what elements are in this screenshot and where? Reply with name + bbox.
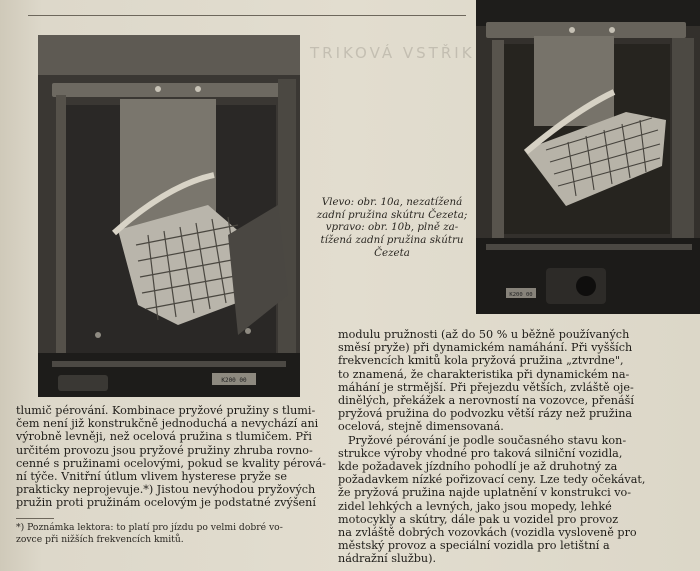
caption-line: Vlevo: obr. 10a, nezatížená — [321, 196, 463, 208]
text-line: modulu pružnosti (až do 50 % u běžně používaných — [338, 328, 630, 341]
top-rule — [28, 15, 466, 16]
footnote-rule — [16, 518, 54, 519]
text-line: prakticky neprojevuje.*) Jistou nevýhodou pryžových — [16, 483, 316, 497]
text-line: frekvencích kmitů kola pryžová pružina „ztvrdne", — [338, 354, 624, 368]
photo-unloaded-spring-illustration — [38, 35, 300, 397]
text-line: určitém provozu jsou pryžové pružiny zhruba rovno- — [16, 443, 313, 457]
photo-unloaded-spring — [38, 35, 300, 397]
photo-loaded-spring-illustration — [476, 0, 700, 314]
text-line: ocelová, stejně dimensovaná. — [338, 420, 504, 434]
text-line: pružin proti pružinám ocelovým je podstatné zvýšení — [16, 496, 316, 510]
caption-line: vpravo: obr. 10b, plně za- — [325, 221, 459, 234]
text-line: strukce výroby vhodné pro taková silniční vozidla, — [338, 446, 623, 460]
text-line: zidel lehkých a levných, jako jsou mopedy, lehké — [338, 499, 612, 513]
text-line: výrobně levněji, než ocelová pružina s tlumičem. Při — [16, 430, 312, 444]
footnote-line: zovce při nižších frekvencích kmitů. — [16, 533, 184, 545]
text-line: cenné s pružinami ocelovými, pokud se kvality pérová- — [16, 456, 326, 470]
text-line: pryžová pružina do podvozku větší rázy než pružina — [338, 407, 633, 421]
left-text-column — [16, 404, 332, 510]
text-line: požadavkem nízké pořizovací ceny. Lze tedy očekávat, — [338, 473, 646, 487]
text-line: tlumič pérování. Kombinace pryžové pružiny s tlumi- — [16, 404, 316, 417]
footnote-line: *) Poznámka lektora: to platí pro jízdu po velmi dobré vo- — [16, 522, 283, 533]
text-line: motocykly a skútry, dále pak u vozidel pro provoz — [338, 512, 619, 526]
text-line: kde požadavek jízdního pohodlí je až druhotný za — [338, 460, 618, 474]
right-plate-label: K200 00 — [509, 292, 533, 298]
text-line: čem není již konstrukčně jednoduchá a nevychází ani — [16, 417, 319, 431]
caption-line: zadní pružina skútru Čezeta; — [316, 208, 468, 221]
footnote — [16, 522, 334, 545]
figure-caption — [313, 196, 471, 260]
photo-loaded-spring — [476, 0, 700, 314]
right-text-column — [338, 328, 672, 566]
text-line: že pryžová pružina najde uplatnění v konstrukci vo- — [338, 486, 632, 500]
text-line: Pryžové pérování je podle současného stavu kon- — [348, 433, 627, 447]
caption-line: tížená zadní pružina skútru — [320, 234, 464, 247]
text-line: směsí pryže) při dynamickém namáhání. Při vyšších — [338, 341, 633, 355]
text-line: to znamená, že charakteristika při dynamickém na- — [338, 367, 630, 381]
left-plate-label: K200 00 — [221, 377, 247, 384]
caption-line: Čezeta — [374, 246, 410, 259]
text-line: nádražní službu). — [338, 552, 436, 566]
text-line: máhání je strmější. Při přejezdu větších, zvláště oje- — [338, 380, 634, 394]
text-line: ní týče. Vnitřní útlum vlivem hysterese pryže se — [16, 470, 287, 484]
text-line: dinělých, překážek a nerovností na vozovce, přenáší — [338, 394, 635, 408]
text-line: městský provoz a speciální vozidla pro letištní a — [338, 539, 610, 553]
text-line: na zvláště dobrých vozovkách (vozidla vysloveně pro — [338, 526, 637, 540]
bleed-through-heading: TRIKOVÁ VSTŘIK — [310, 44, 475, 62]
